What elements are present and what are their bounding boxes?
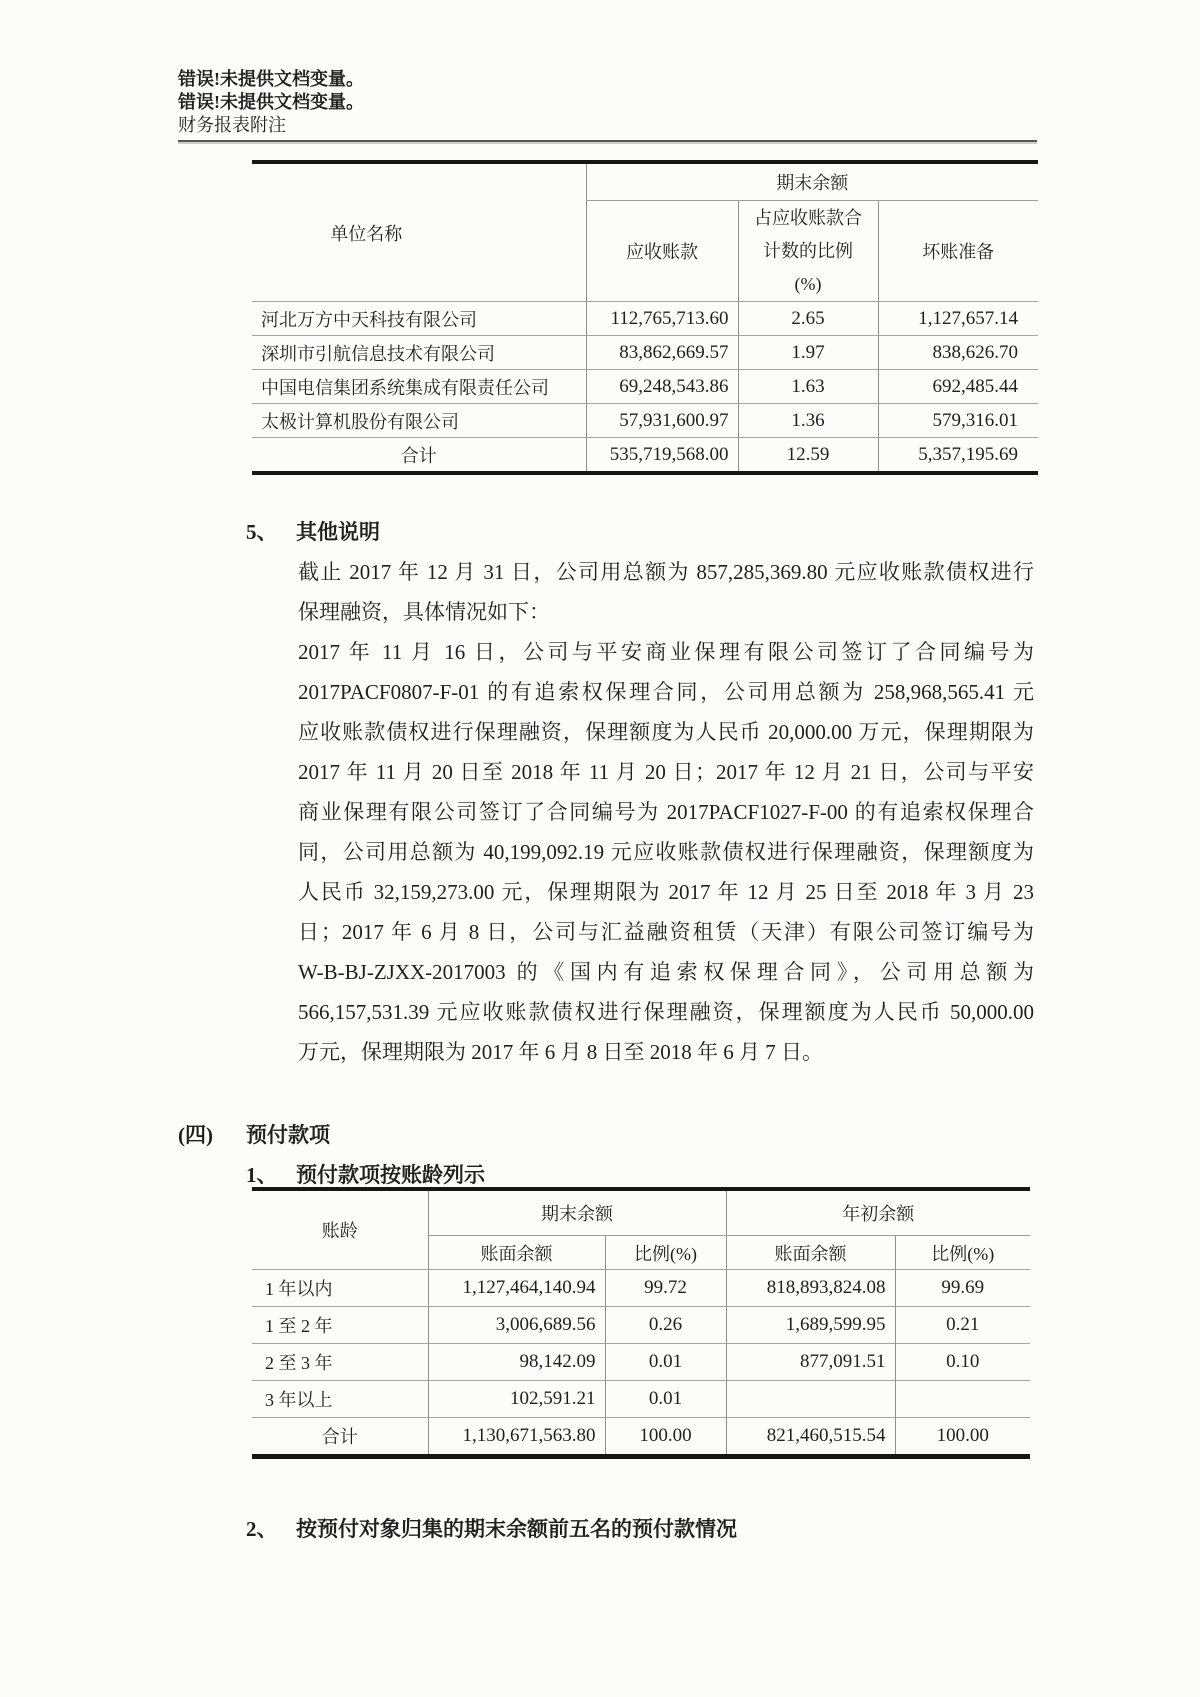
section-5-heading	[246, 516, 380, 546]
total-begin-book-cell: 821,460,515.54	[726, 1418, 895, 1457]
table-row	[252, 1270, 1030, 1307]
table1-group-header-row	[252, 162, 1038, 201]
table2-end-ratio-header: 比例(%)	[605, 1236, 726, 1270]
table1-col-receivable-header: 应收账款	[586, 201, 738, 302]
table-row	[252, 302, 1038, 336]
end-ratio-value-cell: 0.01	[605, 1381, 726, 1418]
total-begin-ratio-cell: 100.00	[895, 1418, 1030, 1457]
bad-debt-value-cell: 692,485.44	[878, 370, 1038, 404]
table2-begin-book-header: 账面余额	[726, 1236, 895, 1270]
begin-ratio-value-cell	[895, 1381, 1030, 1418]
factoring-paragraph	[298, 552, 1034, 1072]
bad-debt-value-cell: 579,316.01	[878, 404, 1038, 438]
paragraph-line: 566,157,531.39 元应收账款债权进行保理融资，保理额度为人民币 50,000.00	[298, 1000, 1034, 1024]
header-error-line-2: 错误!未提供文档变量。	[178, 92, 364, 112]
total-end-ratio-cell: 100.00	[605, 1418, 726, 1457]
company-name-cell: 河北万方中天科技有限公司	[252, 302, 586, 336]
section-5-number: 5、	[246, 520, 278, 544]
table-row	[252, 370, 1038, 404]
end-book-value-cell: 1,127,464,140.94	[428, 1270, 605, 1307]
receivable-value-cell: 57,931,600.97	[586, 404, 738, 438]
receivables-top-companies-table	[252, 160, 1038, 475]
end-book-value-cell: 98,142.09	[428, 1344, 605, 1381]
table2-col-aging-header: 账龄	[321, 1221, 358, 1241]
ratio-value-cell: 1.36	[738, 404, 878, 438]
subsection-1-title: 预付款项按账龄列示	[296, 1163, 485, 1187]
receivable-value-cell: 69,248,543.86	[586, 370, 738, 404]
header-error-line-1: 错误!未提供文档变量。	[178, 69, 364, 89]
paragraph-line: 2017PACF0807-F-01 的有追索权保理合同，公司用总额为 258,968,565.41 元	[298, 680, 1034, 704]
paragraph-line: 截止 2017 年 12 月 31 日，公司用总额为 857,285,369.80 元应收账款债权进行	[298, 560, 1034, 584]
total-label-cell: 合计	[252, 438, 586, 474]
paragraph-line: 同，公司用总额为 40,199,092.19 元应收账款债权进行保理融资，保理额度为	[298, 840, 1034, 864]
aging-label-cell: 3 年以上	[252, 1381, 428, 1418]
table1-col-bad-debt-header: 坏账准备	[878, 201, 1038, 302]
table2-group-header-row	[252, 1189, 1030, 1236]
subsection-2-title: 按预付对象归集的期末余额前五名的预付款情况	[296, 1517, 737, 1541]
begin-ratio-value-cell: 0.21	[895, 1307, 1030, 1344]
table1-period-end-group-header: 期末余额	[586, 162, 1038, 201]
begin-book-value-cell	[726, 1381, 895, 1418]
company-name-cell: 深圳市引航信息技术有限公司	[252, 336, 586, 370]
table1-total-row	[252, 438, 1038, 474]
end-book-value-cell: 102,591.21	[428, 1381, 605, 1418]
ratio-value-cell: 1.63	[738, 370, 878, 404]
company-name-cell: 太极计算机股份有限公司	[252, 404, 586, 438]
end-ratio-value-cell: 99.72	[605, 1270, 726, 1307]
table-row	[252, 1307, 1030, 1344]
table2-end-book-header: 账面余额	[428, 1236, 605, 1270]
table2-period-begin-group-header: 年初余额	[726, 1189, 1030, 1236]
paragraph-line: W-B-BJ-ZJXX-2017003 的《国内有追索权保理合同》，公司用总额为	[298, 960, 1034, 984]
header-rule	[178, 140, 1037, 144]
paragraph-line: 应收账款债权进行保理融资，保理额度为人民币 20,000.00 万元，保理期限为	[298, 720, 1034, 744]
paragraph-line: 2017 年 11 月 20 日至 2018 年 11 月 20 日；2017 年 12 月 21 日，公司与平安	[298, 760, 1034, 784]
end-ratio-value-cell: 0.01	[605, 1344, 726, 1381]
paragraph-line: 商业保理有限公司签订了合同编号为 2017PACF1027-F-00 的有追索权保理合	[298, 800, 1034, 824]
page-header	[178, 68, 364, 137]
total-receivable-cell: 535,719,568.00	[586, 438, 738, 474]
table-row	[252, 1381, 1030, 1418]
total-end-book-cell: 1,130,671,563.80	[428, 1418, 605, 1457]
section-4-title: 预付款项	[246, 1123, 330, 1147]
aging-label-cell: 1 至 2 年	[252, 1307, 428, 1344]
subsection-2-number: 2、	[246, 1517, 278, 1541]
ratio-value-cell: 2.65	[738, 302, 878, 336]
table1-col-ratio-header	[738, 201, 878, 302]
aging-label-cell: 1 年以内	[252, 1270, 428, 1307]
total-bad-debt-cell: 5,357,195.69	[878, 438, 1038, 474]
aging-label-cell: 2 至 3 年	[252, 1344, 428, 1381]
table2-period-end-group-header: 期末余额	[428, 1189, 726, 1236]
end-ratio-value-cell: 0.26	[605, 1307, 726, 1344]
paragraph-line: 人民币 32,159,273.00 元，保理期限为 2017 年 12 月 25 日至 2018 年 3 月 23	[298, 880, 1034, 904]
receivable-value-cell: 112,765,713.60	[586, 302, 738, 336]
begin-book-value-cell: 877,091.51	[726, 1344, 895, 1381]
table1-ratio-header-line2: 计数的比例	[763, 240, 853, 261]
header-doc-subtitle: 财务报表附注	[178, 115, 286, 135]
table-row	[252, 336, 1038, 370]
ratio-value-cell: 1.97	[738, 336, 878, 370]
table1-col-company-header: 单位名称	[330, 223, 403, 244]
bad-debt-value-cell: 1,127,657.14	[878, 302, 1038, 336]
table-row	[252, 1344, 1030, 1381]
total-label-cell: 合计	[252, 1418, 428, 1457]
paragraph-line: 保理融资，具体情况如下：	[298, 600, 550, 624]
begin-book-value-cell: 1,689,599.95	[726, 1307, 895, 1344]
paragraph-line: 日；2017 年 6 月 8 日，公司与汇益融资租赁（天津）有限公司签订编号为	[298, 920, 1034, 944]
subsection-2-heading	[246, 1513, 737, 1543]
total-ratio-cell: 12.59	[738, 438, 878, 474]
table1-ratio-header-lines	[739, 202, 878, 301]
table1-ratio-header-line3: (%)	[794, 273, 822, 294]
prepayments-aging-table	[252, 1187, 1030, 1459]
table2-total-row	[252, 1418, 1030, 1457]
receivable-value-cell: 83,862,669.57	[586, 336, 738, 370]
paragraph-line: 2017 年 11 月 16 日，公司与平安商业保理有限公司签订了合同编号为	[298, 640, 1034, 664]
paragraph-line: 万元，保理期限为 2017 年 6 月 8 日至 2018 年 6 月 7 日。	[298, 1040, 823, 1064]
subsection-1-heading	[246, 1159, 485, 1189]
table1-ratio-header-line1: 占应收账款合	[754, 207, 862, 228]
begin-book-value-cell: 818,893,824.08	[726, 1270, 895, 1307]
subsection-1-number: 1、	[246, 1163, 278, 1187]
end-book-value-cell: 3,006,689.56	[428, 1307, 605, 1344]
begin-ratio-value-cell: 99.69	[895, 1270, 1030, 1307]
company-name-cell: 中国电信集团系统集成有限责任公司	[252, 370, 586, 404]
begin-ratio-value-cell: 0.10	[895, 1344, 1030, 1381]
bad-debt-value-cell: 838,626.70	[878, 336, 1038, 370]
section-4-heading	[178, 1119, 330, 1149]
table2-begin-ratio-header: 比例(%)	[895, 1236, 1030, 1270]
section-5-title: 其他说明	[296, 520, 380, 544]
section-4-number: (四)	[178, 1123, 213, 1147]
table-row	[252, 404, 1038, 438]
